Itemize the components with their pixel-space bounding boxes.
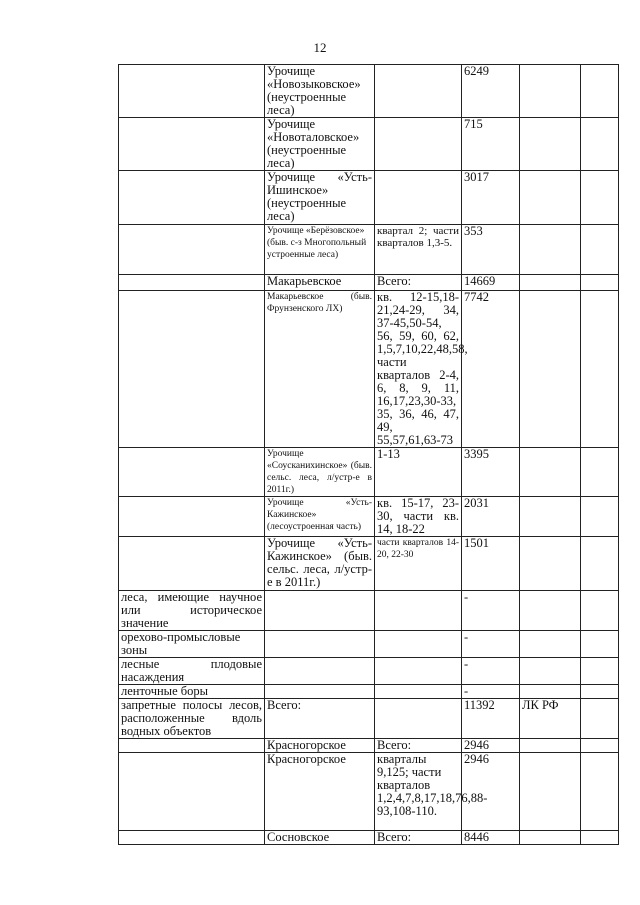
table-cell bbox=[581, 291, 619, 448]
table-cell: кварталы 9,125; части кварталов 1,2,4,7,8,17,18,76,88-93,108-110. bbox=[375, 753, 462, 831]
table-cell bbox=[375, 658, 462, 685]
table-row bbox=[119, 275, 619, 291]
table-cell: 14669 bbox=[462, 275, 520, 291]
table-cell bbox=[119, 225, 265, 275]
table-cell: 715 bbox=[462, 118, 520, 171]
table-cell: кв. 15-17, 23-30, части кв. 14, 18-22 bbox=[375, 497, 462, 537]
table-cell: Урочище «Усть-Кажинское» (лесоустроенная часть) bbox=[265, 497, 375, 537]
table-cell bbox=[581, 537, 619, 591]
table-cell: запретные полосы лесов, расположенные вдоль водных объектов bbox=[119, 699, 265, 739]
table-cell bbox=[520, 631, 581, 658]
table-cell: орехово-промысловые зоны bbox=[119, 631, 265, 658]
page-number: 12 bbox=[313, 40, 327, 55]
table-cell bbox=[581, 225, 619, 275]
table-cell bbox=[265, 631, 375, 658]
table-cell: Урочище «Усть-Ишинское» (неустроенные леса) bbox=[265, 171, 375, 225]
table-cell: части кварталов 14-20, 22-30 bbox=[375, 537, 462, 591]
table-cell: 2946 bbox=[462, 739, 520, 753]
table-cell bbox=[581, 171, 619, 225]
table-cell: 1501 bbox=[462, 537, 520, 591]
table-cell bbox=[520, 275, 581, 291]
table-row bbox=[119, 448, 619, 497]
table-cell bbox=[520, 65, 581, 118]
table-row bbox=[119, 831, 619, 845]
table-cell: Урочище «Соусканихинское» (быв. сельс. леса, л/устр-е в 2011г.) bbox=[265, 448, 375, 497]
table-cell bbox=[581, 497, 619, 537]
table-cell: 6249 bbox=[462, 65, 520, 118]
table-cell bbox=[119, 831, 265, 845]
table-cell bbox=[520, 118, 581, 171]
table-cell bbox=[520, 685, 581, 699]
table-cell bbox=[520, 591, 581, 631]
table-cell bbox=[375, 118, 462, 171]
table-cell: 7742 bbox=[462, 291, 520, 448]
table-cell bbox=[581, 448, 619, 497]
table-cell bbox=[119, 753, 265, 831]
table-cell: - bbox=[462, 658, 520, 685]
table-cell bbox=[119, 291, 265, 448]
table-cell: Макарьевское bbox=[265, 275, 375, 291]
table-cell: ЛК РФ bbox=[520, 699, 581, 739]
table-cell: Урочище «Новоталовское» (неустроенные леса) bbox=[265, 118, 375, 171]
table-cell bbox=[265, 658, 375, 685]
table-cell bbox=[375, 685, 462, 699]
table-cell: 11392 bbox=[462, 699, 520, 739]
table-cell: Урочище «Новозыковское» (неустроенные леса) bbox=[265, 65, 375, 118]
table-cell bbox=[520, 171, 581, 225]
table-cell: ленточные боры bbox=[119, 685, 265, 699]
table-row bbox=[119, 753, 619, 831]
table-cell bbox=[520, 448, 581, 497]
table-cell bbox=[119, 65, 265, 118]
table-cell bbox=[581, 753, 619, 831]
table-row bbox=[119, 631, 619, 658]
table-cell bbox=[119, 448, 265, 497]
table-cell: 353 bbox=[462, 225, 520, 275]
table-cell bbox=[119, 275, 265, 291]
table-cell: - bbox=[462, 685, 520, 699]
table-cell bbox=[581, 591, 619, 631]
table-cell bbox=[119, 171, 265, 225]
table-cell bbox=[581, 275, 619, 291]
table-row bbox=[119, 658, 619, 685]
table-cell bbox=[119, 118, 265, 171]
table-cell: лесные плодовые насаждения bbox=[119, 658, 265, 685]
table-cell bbox=[520, 291, 581, 448]
table-row bbox=[119, 739, 619, 753]
table-cell bbox=[581, 65, 619, 118]
table-cell: 8446 bbox=[462, 831, 520, 845]
table-cell bbox=[520, 225, 581, 275]
table-cell bbox=[520, 739, 581, 753]
table-cell: Сосновское bbox=[265, 831, 375, 845]
table-row bbox=[119, 591, 619, 631]
table-cell bbox=[375, 591, 462, 631]
table-cell bbox=[581, 699, 619, 739]
table-row bbox=[119, 225, 619, 275]
table-cell bbox=[119, 739, 265, 753]
table-cell: 1-13 bbox=[375, 448, 462, 497]
table-cell bbox=[520, 658, 581, 685]
table-cell bbox=[375, 171, 462, 225]
table-cell: Макарьевское (быв. Фрунзенского ЛХ) bbox=[265, 291, 375, 448]
table-cell: 3017 bbox=[462, 171, 520, 225]
table-cell bbox=[375, 631, 462, 658]
table-cell: 3395 bbox=[462, 448, 520, 497]
table-cell bbox=[581, 831, 619, 845]
table-cell bbox=[520, 497, 581, 537]
table-cell bbox=[119, 537, 265, 591]
table-cell bbox=[581, 739, 619, 753]
table-cell: Урочище «Берёзовское» (быв. с-з Многопольный устроенные леса) bbox=[265, 225, 375, 275]
table-cell bbox=[265, 591, 375, 631]
table-cell: - bbox=[462, 591, 520, 631]
table-cell bbox=[375, 65, 462, 118]
table-row bbox=[119, 497, 619, 537]
table-cell bbox=[581, 631, 619, 658]
table-cell: - bbox=[462, 631, 520, 658]
table-row bbox=[119, 65, 619, 118]
table-row bbox=[119, 118, 619, 171]
table-cell: Всего: bbox=[375, 831, 462, 845]
table-cell: Красногорское bbox=[265, 739, 375, 753]
table-cell: 2946 bbox=[462, 753, 520, 831]
table-row bbox=[119, 291, 619, 448]
table-cell bbox=[581, 118, 619, 171]
table-cell: Всего: bbox=[265, 699, 375, 739]
table-cell: 2031 bbox=[462, 497, 520, 537]
table-cell bbox=[265, 685, 375, 699]
table-cell bbox=[520, 537, 581, 591]
table-cell: Красногорское bbox=[265, 753, 375, 831]
table-cell bbox=[520, 753, 581, 831]
table-row bbox=[119, 171, 619, 225]
table-cell: леса, имеющие научное или историческое значение bbox=[119, 591, 265, 631]
table-cell: квартал 2; части кварталов 1,3-5. bbox=[375, 225, 462, 275]
table-row bbox=[119, 537, 619, 591]
table-cell: Всего: bbox=[375, 739, 462, 753]
table-cell bbox=[581, 658, 619, 685]
table-cell bbox=[581, 685, 619, 699]
table-cell: кв. 12-15,18-21,24-29, 34, 37-45,50-54, 56, 59, 60, 62, 1,5,7,10,22,48,58, части кварталов 2-4, 6, 8, 9, 11, 16,17,23,30-33, 35, 36, 46, 47, 49, 55,57,61,63-73 bbox=[375, 291, 462, 448]
table-cell bbox=[520, 831, 581, 845]
table-row bbox=[119, 699, 619, 739]
table-cell: Урочище «Усть-Кажинское» (быв. сельс. леса, л/устр-е в 2011г.) bbox=[265, 537, 375, 591]
table-cell bbox=[375, 699, 462, 739]
table-row bbox=[119, 685, 619, 699]
forest-areas-table bbox=[118, 64, 619, 845]
table-cell bbox=[119, 497, 265, 537]
table-cell: Всего: bbox=[375, 275, 462, 291]
